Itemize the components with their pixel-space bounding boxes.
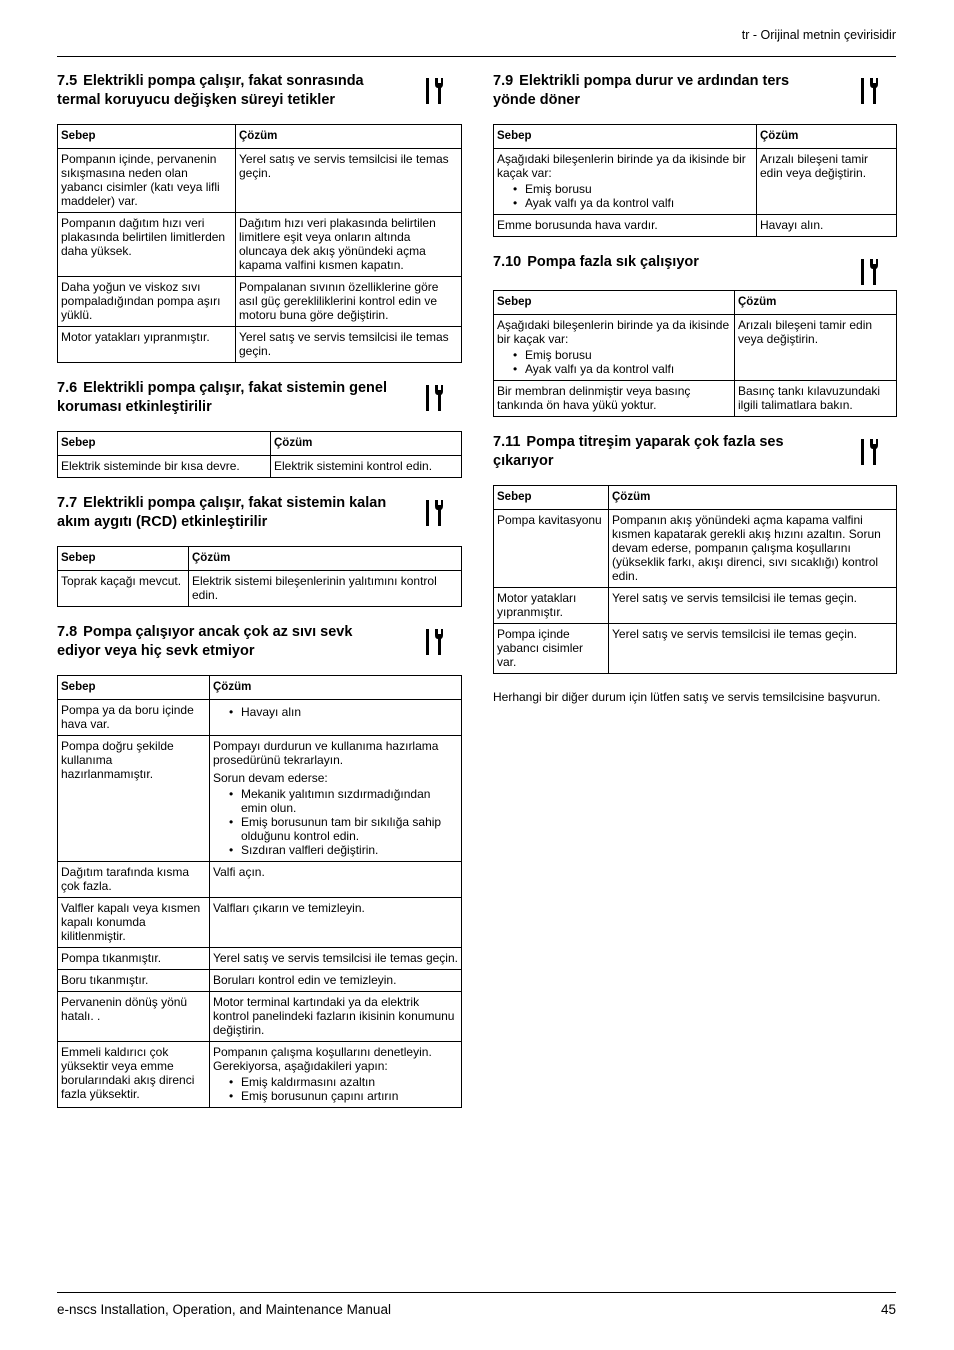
header-cause: Sebep: [494, 486, 609, 510]
right-column: [493, 72, 897, 716]
section-number: 7.7: [57, 495, 78, 511]
solution-cell: Pompanın akış yönündeki açma kapama valfini kısmen kapatarak gerekli akış hızını azaltın. Sorun devam ederse, pompanın çalışma koşullarını (yükseklik farkı, akışı direnci, sıvı sıcaklığı) kontrol edin.: [609, 510, 897, 588]
table-7-10: [493, 290, 897, 417]
header-solution: Çözüm: [236, 125, 462, 149]
table-row: [494, 624, 897, 674]
solution-cell: Arızalı bileşeni tamir edin veya değiştirin.: [735, 315, 897, 381]
solution-text: Pompanın çalışma koşullarını denetleyin. Gerekiyorsa, aşağıdakileri yapın:: [213, 1045, 432, 1073]
cause-cell: Toprak kaçağı mevcut.: [58, 571, 189, 607]
section-title: Elektrikli pompa çalışır, fakat sonrasında termal koruyucu değişken süreyi tetikler: [57, 73, 364, 108]
table-row: [58, 1042, 462, 1108]
solution-cell: Elektrik sistemi bileşenlerinin yalıtımını kontrol edin.: [189, 571, 462, 607]
cause-cell: Elektrik sisteminde bir kısa devre.: [58, 456, 271, 478]
header-rule: [57, 56, 896, 57]
header-cause: Sebep: [494, 291, 735, 315]
cause-cell: Dağıtım tarafında kısma çok fazla.: [58, 862, 210, 898]
cause-cell: Motor yatakları yıpranmıştır.: [494, 588, 609, 624]
cause-cell: Daha yoğun ve viskoz sıvı pompaladığından pompa aşırı yüklü.: [58, 277, 236, 327]
table-row: [58, 736, 462, 862]
list-item: • Havayı alın: [229, 705, 458, 719]
list-item: • Emiş kaldırmasını azaltın: [229, 1075, 458, 1089]
solution-cell: [210, 700, 462, 736]
section-number: 7.10: [493, 254, 522, 270]
section-number: 7.8: [57, 624, 78, 640]
cause-cell: Pervanenin dönüş yönü hatalı. .: [58, 992, 210, 1042]
table-row: [494, 149, 897, 215]
table-row: [58, 327, 462, 363]
footer-rule: [57, 1292, 896, 1293]
header-solution: Çözüm: [757, 125, 897, 149]
tools-icon: [859, 257, 879, 287]
table-7-5: [57, 124, 462, 363]
cause-cell: Boru tıkanmıştır.: [58, 970, 210, 992]
section-heading-7-5: [57, 72, 462, 110]
cause-cell: Bir membran delinmiştir veya basınç tankında ön hava yükü yoktur.: [494, 381, 735, 417]
cause-cell: Pompanın içinde, pervanenin sıkışmasına neden olan yabancı cisimler (katı veya lifli maddeler) var.: [58, 149, 236, 213]
section-title: Pompa fazla sık çalışıyor: [527, 254, 699, 270]
table-7-11: [493, 485, 897, 674]
tools-icon: [424, 76, 444, 106]
list-item: • Sızdıran valfleri değiştirin.: [229, 843, 458, 857]
solution-cell: [210, 736, 462, 862]
table-row: [58, 456, 462, 478]
table-row: [58, 862, 462, 898]
table-row: [58, 700, 462, 736]
section-heading-7-7: [57, 494, 462, 532]
cause-cell: [494, 315, 735, 381]
section-title: Elektrikli pompa durur ve ardından ters yönde döner: [493, 73, 790, 108]
solution-cell: Boruları kontrol edin ve temizleyin.: [210, 970, 462, 992]
solution-cell: Yerel satış ve servis temsilcisi ile temas geçin.: [609, 588, 897, 624]
table-row: [494, 510, 897, 588]
solution-cell: [210, 1042, 462, 1108]
section-heading-7-8: [57, 623, 462, 661]
header-cause: Sebep: [58, 547, 189, 571]
table-row: [494, 215, 897, 237]
table-row: [58, 970, 462, 992]
header-cause: Sebep: [58, 676, 210, 700]
cause-cell: Valfler kapalı veya kısmen kapalı konumda kilitlenmiştir.: [58, 898, 210, 948]
cause-text: Aşağıdaki bileşenlerin birinde ya da ikisinde bir kaçak var:: [497, 152, 746, 180]
list-item: • Ayak valfı ya da kontrol valfı: [513, 362, 731, 376]
header-solution: Çözüm: [189, 547, 462, 571]
table-7-9: [493, 124, 897, 237]
list-item: • Emiş borusunun tam bir sıkılığa sahip olduğunu kontrol edin.: [229, 815, 458, 843]
header-cause: Sebep: [58, 125, 236, 149]
list-item: • Ayak valfı ya da kontrol valfı: [513, 196, 753, 210]
tools-icon: [424, 383, 444, 413]
cause-cell: Pompa kavitasyonu: [494, 510, 609, 588]
table-row: [494, 588, 897, 624]
solution-cell: Pompalanan sıvının özelliklerine göre asıl güç gerekliliklerini kontrol edin ve motoru buna göre değiştirin.: [236, 277, 462, 327]
table-7-6: [57, 431, 462, 478]
cause-cell: Pompanın dağıtım hızı veri plakasında belirtilen limitlerden daha yüksek.: [58, 213, 236, 277]
tools-icon: [424, 498, 444, 528]
solution-cell: Yerel satış ve servis temsilcisi ile temas geçin.: [236, 149, 462, 213]
cause-cell: Motor yatakları yıpranmıştır.: [58, 327, 236, 363]
header-cause: Sebep: [58, 432, 271, 456]
solution-text: Pompayı durdurun ve kullanıma hazırlama prosedürünü tekrarlayın.: [213, 739, 439, 767]
solution-cell: Valfi açın.: [210, 862, 462, 898]
list-item: • Emiş borusu: [513, 182, 753, 196]
section-heading-7-10: [493, 253, 897, 272]
tools-icon: [424, 627, 444, 657]
solution-cell: Elektrik sistemini kontrol edin.: [271, 456, 462, 478]
section-heading-7-6: [57, 379, 462, 417]
solution-cell: Yerel satış ve servis temsilcisi ile temas geçin.: [236, 327, 462, 363]
tools-icon: [859, 437, 879, 467]
solution-cell: Yerel satış ve servis temsilcisi ile temas geçin.: [609, 624, 897, 674]
header-solution: Çözüm: [210, 676, 462, 700]
page-number: 45: [880, 1302, 896, 1317]
table-row: [58, 992, 462, 1042]
list-item: • Emiş borusu: [513, 348, 731, 362]
cause-cell: Pompa içinde yabancı cisimler var.: [494, 624, 609, 674]
left-column: [57, 72, 462, 1108]
table-row: [58, 277, 462, 327]
cause-cell: Emme borusunda hava vardır.: [494, 215, 757, 237]
closing-note: Herhangi bir diğer durum için lütfen satış ve servis temsilcisine başvurun.: [493, 690, 881, 704]
header-cause: Sebep: [494, 125, 757, 149]
header-solution: Çözüm: [609, 486, 897, 510]
table-row: [494, 315, 897, 381]
section-title: Elektrikli pompa çalışır, fakat sistemin kalan akım aygıtı (RCD) etkinleştirilir: [57, 495, 387, 530]
solution-cell: Havayı alın.: [757, 215, 897, 237]
table-7-8: [57, 675, 462, 1108]
section-title: Pompa çalışıyor ancak çok az sıvı sevk ediyor veya hiç sevk etmiyor: [57, 624, 353, 659]
table-row: [58, 213, 462, 277]
section-title: Elektrikli pompa çalışır, fakat sistemin genel koruması etkinleştirilir: [57, 380, 387, 415]
solution-cell: Arızalı bileşeni tamir edin veya değiştirin.: [757, 149, 897, 215]
header-text: tr - Orijinal metnin çevirisidir: [741, 28, 896, 42]
solution-cell: Basınç tankı kılavuzundaki ilgili talimatlara bakın.: [735, 381, 897, 417]
solution-cell: Dağıtım hızı veri plakasında belirtilen limitlere eşit veya onların altında oluncaya dek akış yönündeki açma kapama valfini kısmen kapatın.: [236, 213, 462, 277]
table-row: [494, 381, 897, 417]
header-solution: Çözüm: [271, 432, 462, 456]
cause-text: Aşağıdaki bileşenlerin birinde ya da ikisinde bir kaçak var:: [497, 318, 730, 346]
solution-cell: Yerel satış ve servis temsilcisi ile temas geçin.: [210, 948, 462, 970]
list-item: • Emiş borusunun çapını artırın: [229, 1089, 458, 1103]
cause-cell: Pompa doğru şekilde kullanıma hazırlanmamıştır.: [58, 736, 210, 862]
list-item: • Mekanik yalıtımın sızdırmadığından emin olun.: [229, 787, 458, 815]
section-number: 7.5: [57, 73, 78, 89]
section-number: 7.9: [493, 73, 514, 89]
section-number: 7.6: [57, 380, 78, 396]
tools-icon: [859, 76, 879, 106]
table-row: [58, 948, 462, 970]
solution-text: Sorun devam ederse:: [213, 771, 328, 785]
section-number: 7.11: [493, 434, 521, 450]
header-solution: Çözüm: [735, 291, 897, 315]
solution-cell: Motor terminal kartındaki ya da elektrik kontrol panelindeki fazların ikisinin konumunu değiştirin.: [210, 992, 462, 1042]
table-row: [58, 149, 462, 213]
section-heading-7-11: [493, 433, 897, 471]
section-heading-7-9: [493, 72, 897, 110]
table-7-7: [57, 546, 462, 607]
solution-cell: Valfları çıkarın ve temizleyin.: [210, 898, 462, 948]
footer-manual-title: e-nscs Installation, Operation, and Maintenance Manual: [57, 1302, 391, 1317]
cause-cell: [494, 149, 757, 215]
table-row: [58, 898, 462, 948]
section-title: Pompa titreşim yaparak çok fazla ses çıkarıyor: [493, 434, 784, 469]
cause-cell: Emmeli kaldırıcı çok yüksektir veya emme borularındaki akış direnci fazla yüksektir.: [58, 1042, 210, 1108]
cause-cell: Pompa ya da boru içinde hava var.: [58, 700, 210, 736]
table-row: [58, 571, 462, 607]
cause-cell: Pompa tıkanmıştır.: [58, 948, 210, 970]
